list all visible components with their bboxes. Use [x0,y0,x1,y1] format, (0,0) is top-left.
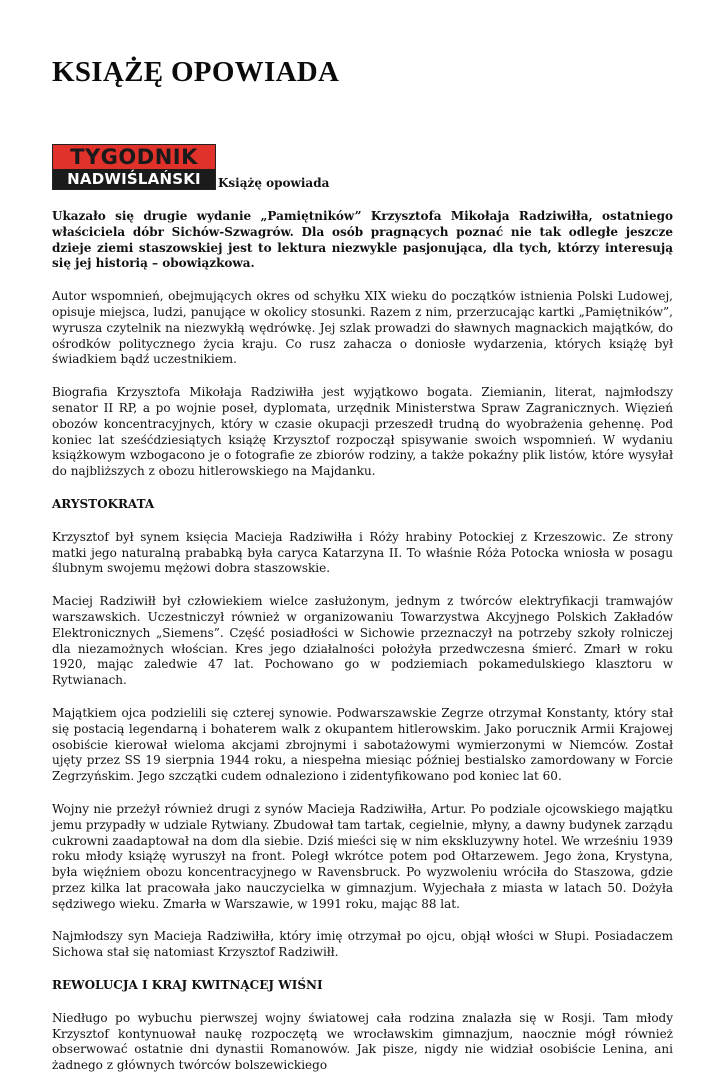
logo-line-2: NADWIŚLAŃSKI [53,169,215,189]
paragraph: Biografia Krzysztofa Mikołaja Radziwiłła jest wyjątkowo bogata. Ziemianin, literat, najmłodszy senator II RP, a po wojnie poseł, dyplomata, urzędnik Ministerstwa Spraw Zagranicznych. Więzień obozów koncentracyjnych, który w czasie okupacji przeszedł trudną do wyobrażenia gehennę. Pod koniec lat sześćdziesiątych książę Krzysztof rozpoczął spisywanie swoich wspomnień. W wydaniu książkowym wzbogacono je o fotografie ze zbiorów rodziny, a także pokaźny plik listów, które wysyłał do najbliższych z obozu hitlerowskiego na Majdanku. [52,385,673,479]
section-heading-arystokrata: ARYSTOKRATA [52,496,155,511]
paragraph: Wojny nie przeżył również drugi z synów Macieja Radziwiłła, Artur. Po podziale ojcowskiego majątku jemu przypadły w udziale Rytwiany. Zbudował tam tartak, cegielnie, młyny, a dawny budynek zarządu cukrowni zaadaptował na dom dla siebie. Dziś mieści się w nim ekskluzywny hotel. We wrześniu 1939 roku młody książę wyruszył na front. Poległ wkrótce potem pod Ołtarzewem. Jego żona, Krystyna, była więźniem obozu koncentracyjnego w Ravensbruck. Po wyzwoleniu wróciła do Staszowa, gdzie przez kilka lat pracowała jako nauczycielka w gimnazjum. Wyjechała z miasta w latach 50. Dożyła sędziwego wieku. Zmarła w Warszawie, w 1991 roku, mając 88 lat. [52,801,673,911]
article-body [52,209,673,1091]
paragraph: Autor wspomnień, obejmujących okres od schyłku XIX wieku do początków istnienia Polski Ludowej, opisuje miejsca, ludzi, panujące w okolicy stosunki. Razem z nim, przerzucając kartki „Pamiętników”, wyrusza czytelnik na niezwykłą wędrówkę. Jej szlak prowadzi do sławnych magnackich majątków, do ośrodków politycznego życia kraju. Co rusz zahacza o doniosłe wydarzenia, których książę był świadkiem bądź uczestnikiem. [52,289,673,367]
tygodnik-nadwislanski-logo [52,144,216,190]
logo-row [52,144,329,190]
paragraph: Maciej Radziwiłł był człowiekiem wielce zasłużonym, jednym z twórców elektryfikacji tramwajów warszawskich. Uczestniczył również w organizowaniu Towarzystwa Akcyjnego Polskich Zakładów Elektronicznych „Siemens”. Część posiadłości w Sichowie przeznaczył na potrzeby szkoły rolniczej dla niezamożnych włościan. Kres jego działalności położyła przedwczesna śmierć. Zmarł w roku 1920, mając zaledwie 47 lat. Pochowano go w podziemiach pokamedulskiego klasztoru w Rytwianach. [52,594,673,688]
paragraph: Krzysztof był synem księcia Macieja Radziwiłła i Róży hrabiny Potockiej z Krzeszowic. Ze strony matki jego naturalną prababką była caryca Katarzyna II. To właśnie Róża Potocka wniosła w posagu ślubnym swojemu mężowi dobra staszowskie. [52,529,673,576]
section-heading-rewolucja: REWOLUCJA I KRAJ KWITNĄCEJ WIŚNI [52,978,323,993]
paragraph: Majątkiem ojca podzielili się czterej synowie. Podwarszawskie Zegrze otrzymał Konstanty, który stał się postacią legendarną i bohaterem walk z okupantem hitlerowskim. Jako porucznik Armii Krajowej osobiście kierował wieloma akcjami zbrojnymi i sabotażowymi wymierzonymi w Niemców. Został ujęty przez SS 19 sierpnia 1944 roku, a niespełna miesiąc później bestialsko zamordowany w Forcie Zegrzyńskim. Jego szczątki cudem odnaleziono i zidentyfikowano pod koniec lat 60. [52,705,673,784]
paragraph: Najmłodszy syn Macieja Radziwiłła, który imię otrzymał po ojcu, objął włości w Słupi. Posiadaczem Sichowa stał się natomiast Krzysztof Radziwiłł. [52,929,673,960]
paragraph: Niedługo po wybuchu pierwszej wojny światowej cała rodzina znalazła się w Rosji. Tam młody Krzysztof kontynuował naukę rozpoczętą we wrocławskim gimnazjum, naocznie mógł również obserwować ostatnie dni dynastii Romanowów. Jak pisze, nigdy nie widział osobiście Lenina, ani żadnego z głównych twórców bolszewickiego [52,1010,673,1073]
logo-line-1: TYGODNIK [53,145,215,169]
lead-paragraph: Ukazało się drugie wydanie „Pamiętników” Krzysztofa Mikołaja Radziwiłła, ostatniego właściciela dóbr Sichów-Szwagrów. Dla osób pragnących poznać nie tak odległe jeszcze dzieje ziemi staszowskiej jest to lektura niezwykle pasjonująca, dla tych, którzy interesują się jej historią – obowiązkowa. [52,209,673,271]
logo-caption: Książę opowiada [218,176,330,190]
page-title: KSIĄŻĘ OPOWIADA [52,56,340,88]
